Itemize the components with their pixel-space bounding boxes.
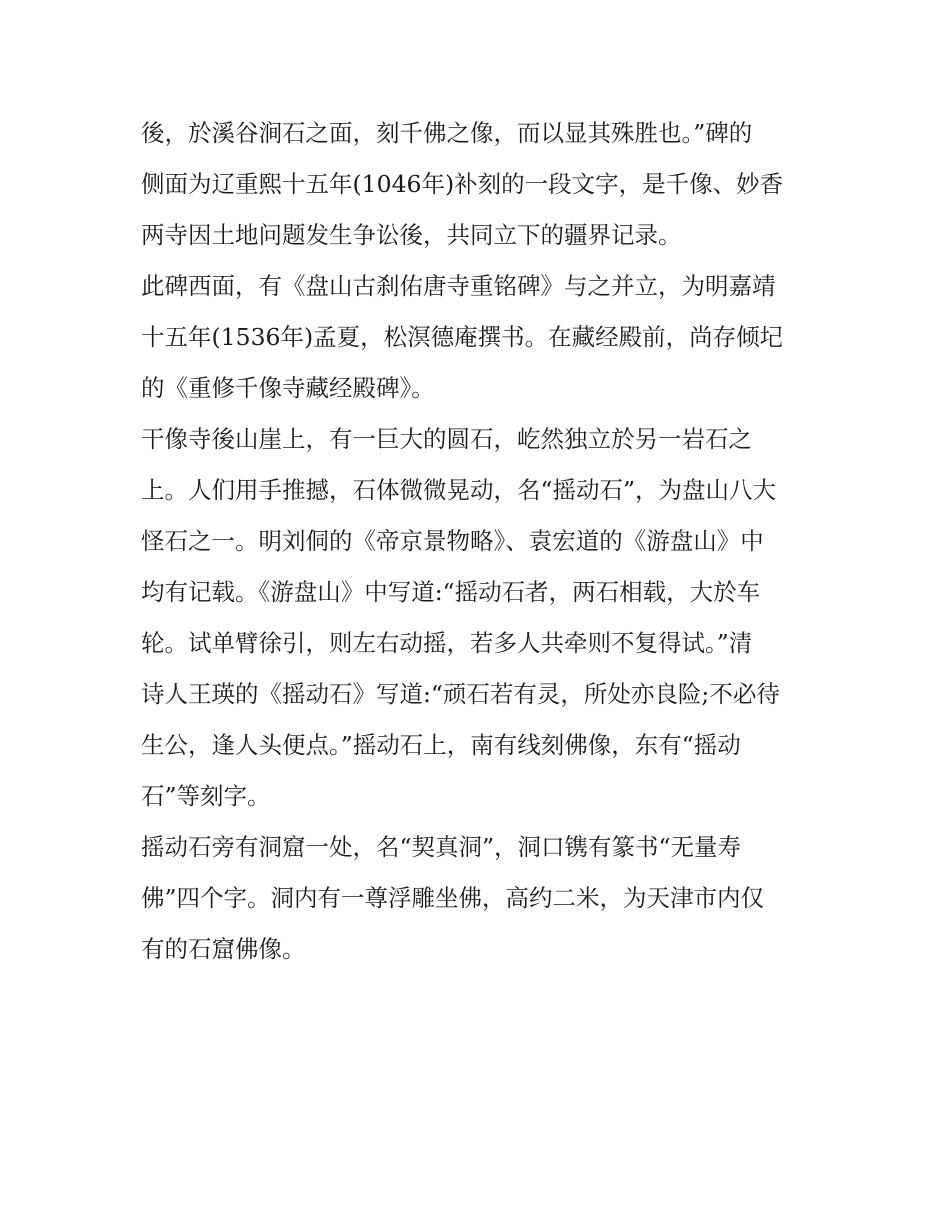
text-line: 生公，逢人头便点。”摇动石上，南有线刻佛像，东有“摇动 <box>141 731 741 759</box>
text-line: 侧面为辽重熙十五年(1046年)补刻的一段文字，是千像、妙香 <box>141 170 784 198</box>
text-line: 此碑西面，有《盘山古刹佑唐寺重铭碑》与之并立，为明嘉靖 <box>141 272 776 300</box>
text-line: 轮。试单臂徐引，则左右动摇，若多人共牵则不复得试。”清 <box>141 629 753 657</box>
text-line: 後，於溪谷涧石之面，刻千佛之像，而以显其殊胜也。”碑的 <box>141 119 753 147</box>
text-line: 均有记载。《游盘山》中写道:“摇动石者，两石相载，大於车 <box>141 578 761 606</box>
body-text <box>141 108 821 975</box>
text-line: 石”等刻字。 <box>141 782 271 810</box>
text-line: 两寺因土地问题发生争讼後，共同立下的疆界记录。 <box>141 221 682 249</box>
text-line: 干像寺後山崖上，有一巨大的圆石，屹然独立於另一岩石之 <box>141 425 752 453</box>
text-line: 怪石之一。明刘侗的《帝京景物略》、袁宏道的《游盘山》中 <box>141 527 764 555</box>
text-line: 摇动石旁有洞窟一处，名“契真洞”，洞口镌有篆书“无量寿 <box>141 833 742 861</box>
text-line: 诗人王瑛的《摇动石》写道:“顽石若有灵，所处亦良险;不必待 <box>141 680 780 708</box>
text-line: 佛”四个字。洞内有一尊浮雕坐佛，高约二米，为天津市内仅 <box>141 884 765 912</box>
text-line: 十五年(1536年)孟夏，松溟德庵撰书。在藏经殿前，尚存倾圮 <box>141 323 784 351</box>
text-line: 有的石窟佛像。 <box>141 935 306 963</box>
text-line: 的《重修千像寺藏经殿碑》。 <box>141 374 435 402</box>
text-line: 上。人们用手推撼，石体微微晃动，名“摇动石”，为盘山八大 <box>141 476 777 504</box>
